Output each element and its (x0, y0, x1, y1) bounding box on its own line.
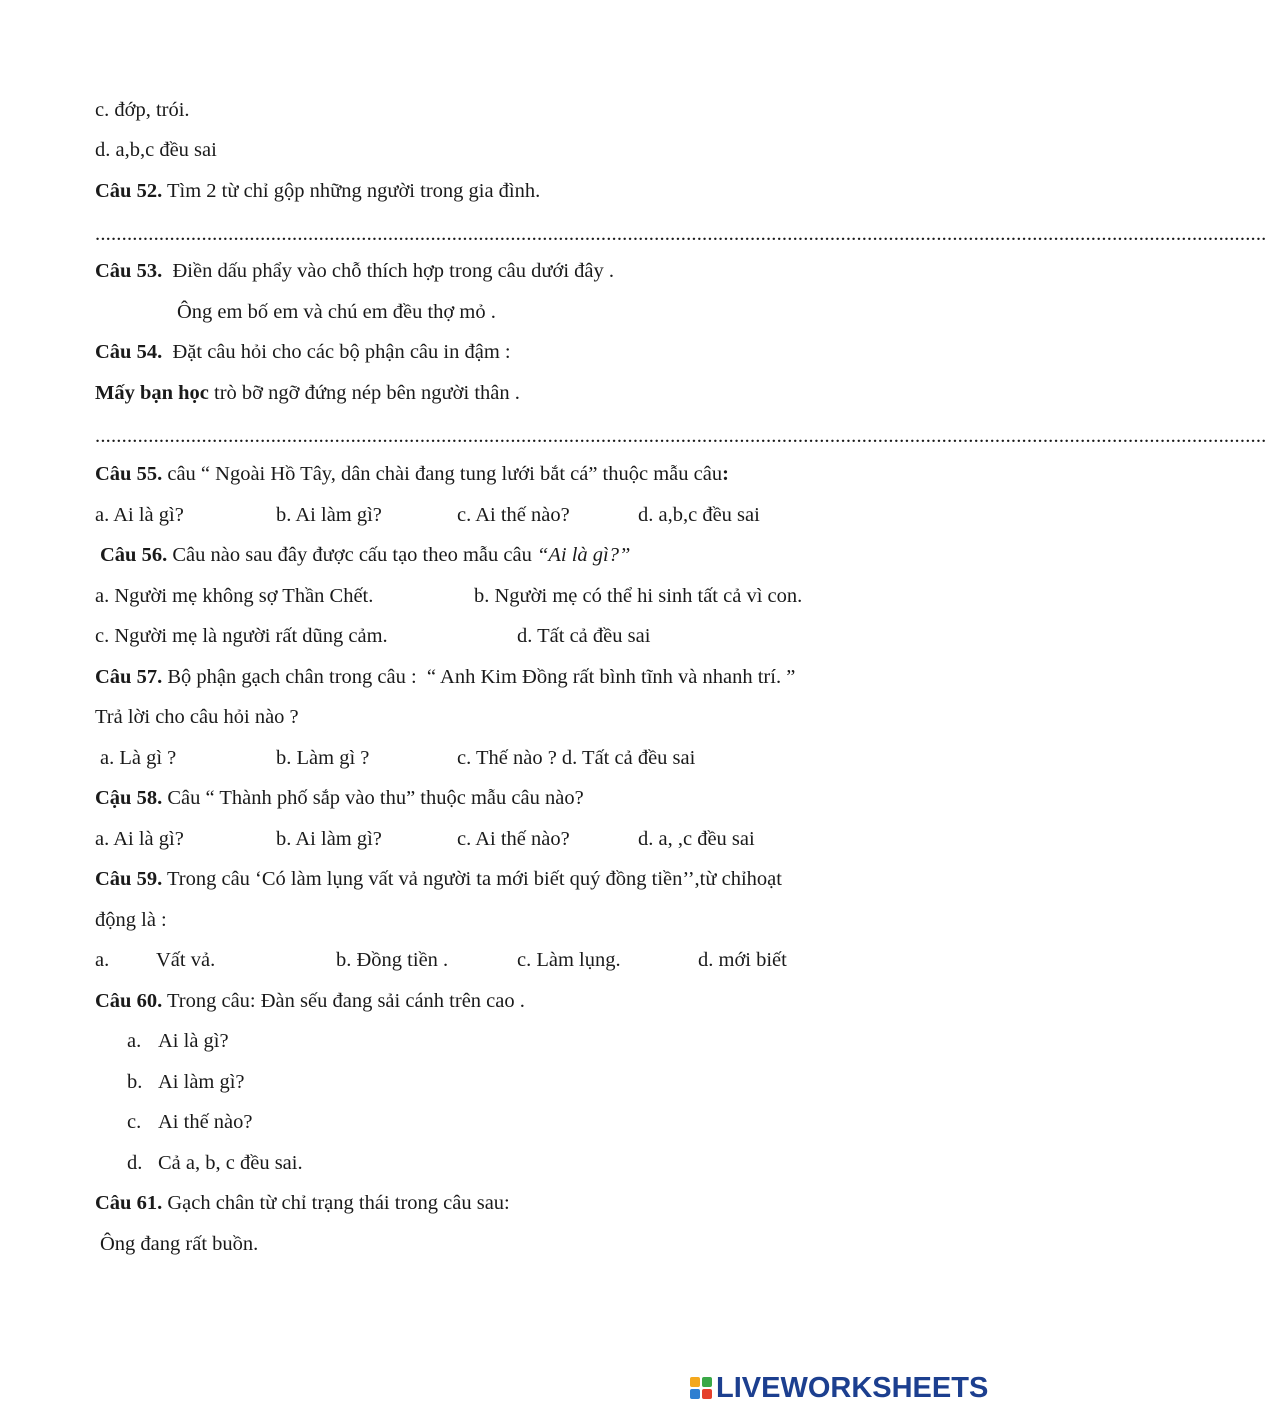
q57-option-c-d[interactable]: c. Thế nào ? d. Tất cả đều sai (457, 747, 696, 769)
q59-option-a[interactable]: Vất vả. (156, 949, 216, 971)
question-56-number: Câu 56. (100, 544, 168, 566)
q55-option-d[interactable]: d. a,b,c đều sai (638, 504, 760, 526)
q58-option-b[interactable]: b. Ai làm gì? (276, 828, 382, 850)
question-59-text: Trong câu ‘Có làm lụng vất vả người ta mới biết quý đồng tiền’’,từ chỉhoạt (162, 868, 782, 890)
q57-option-a[interactable]: a. Là gì ? (100, 747, 177, 769)
question-56 (100, 543, 630, 567)
question-55-colon: : (722, 463, 729, 485)
q60-option-b[interactable]: Ai làm gì? (158, 1071, 245, 1093)
q57-option-b[interactable]: b. Làm gì ? (276, 747, 370, 769)
question-55-text: câu “ Ngoài Hồ Tây, dân chài đang tung lưới bắt cá” thuộc mẫu câu (162, 463, 723, 485)
question-54-sentence (95, 381, 520, 405)
answer-line-52[interactable]: ............................................................................................................................................................................................................................ (95, 223, 1267, 245)
q56-option-a[interactable]: a. Người mẹ không sợ Thần Chết. (95, 585, 374, 607)
q56-option-d[interactable]: d. Tất cả đều sai (517, 625, 651, 647)
liveworksheets-logo[interactable] (690, 1373, 988, 1403)
question-57-text-2: Trả lời cho câu hỏi nào ? (95, 706, 299, 728)
logo-square-4 (702, 1389, 712, 1399)
question-55-number: Câu 55. (95, 463, 163, 485)
q59-option-b[interactable]: b. Đồng tiền . (336, 949, 449, 971)
option-d-q51: d. a,b,c đều sai (95, 139, 217, 161)
question-56-pattern: “Ai là gì?” (536, 544, 631, 566)
question-59 (95, 867, 782, 891)
q59-option-c[interactable]: c. Làm lụng. (517, 949, 621, 971)
logo-square-1 (690, 1377, 700, 1387)
q56-option-c[interactable]: c. Người mẹ là người rất dũng cảm. (95, 625, 388, 647)
logo-square-3 (690, 1389, 700, 1399)
q60-option-d[interactable]: Cả a, b, c đều sai. (158, 1152, 303, 1174)
question-58-text: Câu “ Thành phố sắp vào thu” thuộc mẫu câu nào? (162, 787, 584, 809)
question-56-text: Câu nào sau đây được cấu tạo theo mẫu câu (167, 544, 537, 566)
q56-option-b[interactable]: b. Người mẹ có thể hi sinh tất cả vì con. (474, 585, 803, 607)
q55-option-c[interactable]: c. Ai thế nào? (457, 504, 570, 526)
logo-square-2 (702, 1377, 712, 1387)
question-61 (95, 1191, 510, 1215)
q60-option-d-letter: d. (127, 1152, 143, 1174)
question-57-number: Câu 57. (95, 666, 163, 688)
q55-option-b[interactable]: b. Ai làm gì? (276, 504, 382, 526)
q59-option-a-letter: a. (95, 949, 110, 971)
question-60-number: Câu 60. (95, 990, 163, 1012)
question-58 (95, 786, 584, 810)
question-54-rest: trò bỡ ngỡ đứng nép bên người thân . (208, 382, 520, 404)
question-61-number: Câu 61. (95, 1192, 163, 1214)
liveworksheets-logo-text: LIVEWORKSHEETS (716, 1371, 989, 1404)
q58-option-d[interactable]: d. a, ,c đều sai (638, 828, 755, 850)
question-52-number: Câu 52. (95, 180, 163, 202)
question-53 (95, 259, 614, 283)
q58-option-c[interactable]: c. Ai thế nào? (457, 828, 570, 850)
question-53-text: Điền dấu phẩy vào chỗ thích hợp trong câu dưới đây . (162, 260, 615, 282)
question-53-number: Câu 53. (95, 260, 163, 282)
q60-option-b-letter: b. (127, 1071, 143, 1093)
q58-option-a[interactable]: a. Ai là gì? (95, 828, 184, 850)
question-53-sentence[interactable]: Ông em bố em và chú em đều thợ mỏ . (177, 301, 496, 323)
question-54-bold-part: Mấy bạn học (95, 382, 209, 404)
question-54 (95, 340, 511, 364)
option-c-q51: c. đớp, trói. (95, 99, 190, 121)
q60-option-a[interactable]: Ai là gì? (158, 1030, 229, 1052)
question-57-text: Bộ phận gạch chân trong câu : “ Anh Kim Đồng rất bình tĩnh và nhanh trí. ” (162, 666, 796, 688)
q55-option-a[interactable]: a. Ai là gì? (95, 504, 184, 526)
question-58-number: Cậu 58. (95, 787, 163, 809)
question-54-number: Câu 54. (95, 341, 163, 363)
question-55 (95, 462, 729, 486)
question-52 (95, 179, 540, 203)
question-54-text: Đặt câu hỏi cho các bộ phận câu in đậm : (162, 341, 511, 363)
q60-option-c-letter: c. (127, 1111, 142, 1133)
question-60-text: Trong câu: Đàn sếu đang sải cánh trên cao . (162, 990, 525, 1012)
question-61-text: Gạch chân từ chỉ trạng thái trong câu sau: (162, 1192, 510, 1214)
question-57 (95, 665, 795, 689)
question-60 (95, 989, 525, 1013)
q60-option-a-letter: a. (127, 1030, 142, 1052)
q60-option-c[interactable]: Ai thế nào? (158, 1111, 253, 1133)
question-59-number: Câu 59. (95, 868, 163, 890)
question-61-sentence[interactable]: Ông đang rất buồn. (100, 1233, 259, 1255)
liveworksheets-logo-icon (690, 1377, 712, 1399)
answer-line-54[interactable]: ............................................................................................................................................................................................................................ (95, 425, 1267, 447)
question-59-text-2: động là : (95, 909, 167, 931)
question-52-text: Tìm 2 từ chỉ gộp những người trong gia đình. (162, 180, 541, 202)
q59-option-d[interactable]: d. mới biết (698, 949, 787, 971)
